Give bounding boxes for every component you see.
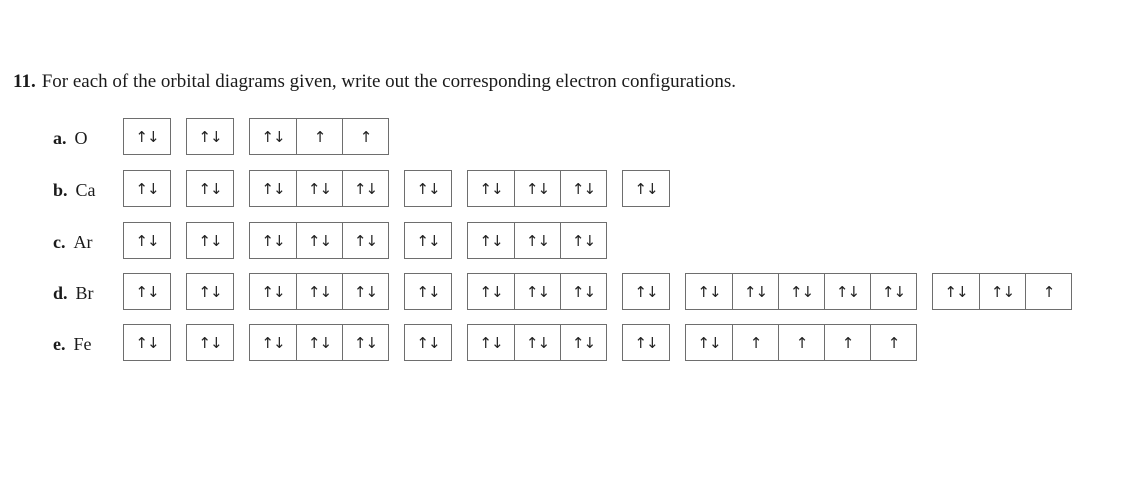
- orbital-box: ↑↓: [944, 282, 968, 301]
- row-label: [53, 232, 93, 253]
- element-symbol: Br: [75, 283, 94, 303]
- orbital-box: ↑↓: [135, 333, 159, 352]
- element-symbol: Ar: [73, 232, 93, 252]
- orbital-box: ↑: [732, 325, 778, 360]
- orbital-subshell: [123, 170, 171, 207]
- orbital-box: ↑↓: [824, 274, 870, 309]
- orbital-box: ↑↓: [416, 333, 440, 352]
- row-label: [53, 334, 92, 355]
- orbital-box: ↑↓: [479, 333, 503, 352]
- orbital-box: ↑↓: [560, 325, 606, 360]
- orbital-box: ↑↓: [732, 274, 778, 309]
- orbital-box: ↑↓: [261, 127, 285, 146]
- orbital-box: ↑↓: [514, 274, 560, 309]
- orbital-box: ↑↓: [560, 171, 606, 206]
- orbital-subshell: [467, 324, 607, 361]
- orbital-groups: [123, 324, 932, 361]
- orbital-box: ↑↓: [261, 333, 285, 352]
- orbital-box: ↑↓: [296, 171, 342, 206]
- orbital-box: ↑: [778, 325, 824, 360]
- orbital-box: ↑↓: [479, 179, 503, 198]
- orbital-subshell: [249, 222, 389, 259]
- orbital-box: ↑↓: [416, 282, 440, 301]
- orbital-subshell: [685, 273, 917, 310]
- orbital-subshell: [467, 273, 607, 310]
- orbital-subshell: [685, 324, 917, 361]
- row-letter: d.: [53, 283, 68, 303]
- orbital-box: ↑↓: [296, 223, 342, 258]
- orbital-box: ↑↓: [514, 223, 560, 258]
- orbital-box: ↑↓: [198, 127, 222, 146]
- orbital-subshell: [249, 118, 389, 155]
- orbital-box: ↑↓: [778, 274, 824, 309]
- orbital-subshell: [186, 324, 234, 361]
- orbital-groups: [123, 118, 404, 155]
- orbital-box: ↑↓: [261, 231, 285, 250]
- orbital-subshell: [123, 118, 171, 155]
- orbital-subshell: [186, 118, 234, 155]
- orbital-subshell: [123, 222, 171, 259]
- orbital-subshell: [622, 170, 670, 207]
- orbital-subshell: [186, 273, 234, 310]
- orbital-box: ↑↓: [514, 171, 560, 206]
- orbital-box: ↑: [824, 325, 870, 360]
- orbital-box: ↑↓: [416, 179, 440, 198]
- orbital-box: ↑: [1025, 274, 1071, 309]
- orbital-box: ↑↓: [198, 282, 222, 301]
- orbital-box: ↑↓: [342, 325, 388, 360]
- orbital-subshell: [249, 324, 389, 361]
- orbital-box: ↑↓: [870, 274, 916, 309]
- orbital-box: ↑↓: [342, 223, 388, 258]
- row-label: [53, 128, 88, 149]
- orbital-subshell: [186, 222, 234, 259]
- orbital-box: ↑↓: [135, 179, 159, 198]
- orbital-subshell: [404, 170, 452, 207]
- orbital-box: ↑↓: [342, 274, 388, 309]
- orbital-box: ↑↓: [979, 274, 1025, 309]
- orbital-subshell: [622, 273, 670, 310]
- orbital-box: ↑↓: [560, 274, 606, 309]
- orbital-subshell: [404, 324, 452, 361]
- orbital-box: ↑↓: [697, 282, 721, 301]
- question-prompt: [13, 71, 736, 93]
- orbital-groups: [123, 273, 1087, 310]
- orbital-box: ↑↓: [198, 231, 222, 250]
- orbital-box: ↑↓: [479, 282, 503, 301]
- row-label: [53, 180, 96, 201]
- orbital-box: ↑↓: [416, 231, 440, 250]
- orbital-subshell: [249, 273, 389, 310]
- orbital-subshell: [404, 273, 452, 310]
- element-symbol: Ca: [75, 180, 96, 200]
- orbital-box: ↑↓: [634, 333, 658, 352]
- orbital-box: ↑↓: [135, 127, 159, 146]
- orbital-box: ↑↓: [135, 282, 159, 301]
- orbital-subshell: [932, 273, 1072, 310]
- orbital-box: ↑↓: [634, 282, 658, 301]
- orbital-box: ↑↓: [261, 282, 285, 301]
- orbital-box: ↑↓: [634, 179, 658, 198]
- orbital-box: ↑↓: [135, 231, 159, 250]
- orbital-box: ↑↓: [342, 171, 388, 206]
- orbital-box: ↑↓: [514, 325, 560, 360]
- row-label: [53, 283, 94, 304]
- orbital-subshell: [123, 273, 171, 310]
- row-letter: e.: [53, 334, 66, 354]
- orbital-subshell: [123, 324, 171, 361]
- orbital-box: ↑: [296, 119, 342, 154]
- orbital-box: ↑↓: [479, 231, 503, 250]
- orbital-groups: [123, 222, 622, 259]
- orbital-box: ↑↓: [697, 333, 721, 352]
- question-number: 11.: [13, 71, 36, 92]
- orbital-box: ↑: [342, 119, 388, 154]
- orbital-box: ↑: [870, 325, 916, 360]
- orbital-box: ↑↓: [198, 333, 222, 352]
- orbital-box: ↑↓: [296, 325, 342, 360]
- row-letter: a.: [53, 128, 67, 148]
- orbital-groups: [123, 170, 685, 207]
- orbital-subshell: [404, 222, 452, 259]
- orbital-box: ↑↓: [296, 274, 342, 309]
- orbital-box: ↑↓: [261, 179, 285, 198]
- question-text: For each of the orbital diagrams given, write out the corresponding electron configurations.: [41, 71, 737, 92]
- orbital-subshell: [467, 170, 607, 207]
- row-letter: b.: [53, 180, 68, 200]
- orbital-subshell: [249, 170, 389, 207]
- orbital-box: ↑↓: [560, 223, 606, 258]
- element-symbol: O: [74, 128, 88, 148]
- orbital-box: ↑↓: [198, 179, 222, 198]
- row-letter: c.: [53, 232, 66, 252]
- orbital-subshell: [186, 170, 234, 207]
- orbital-subshell: [467, 222, 607, 259]
- orbital-subshell: [622, 324, 670, 361]
- element-symbol: Fe: [73, 334, 92, 354]
